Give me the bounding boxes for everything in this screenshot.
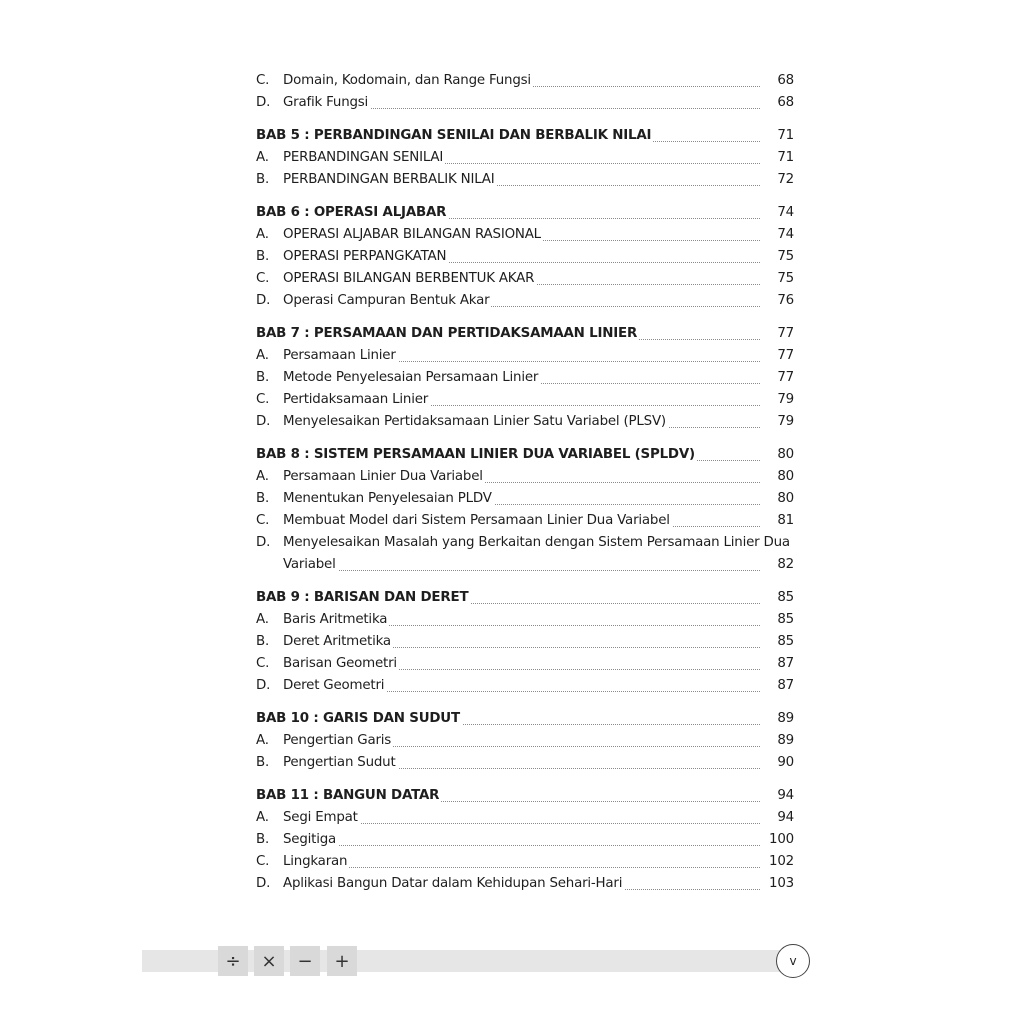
toc-chapter-row xyxy=(256,785,796,807)
toc-entry-row xyxy=(256,169,796,191)
toc-entry-letter: A. xyxy=(256,733,269,748)
toc-entry-title: Menyelesaikan Masalah yang Berkaitan dengan Sistem Persamaan Linier Dua xyxy=(283,535,790,550)
toc-page-number: 100 xyxy=(769,832,794,847)
toc-chapter-title: BAB 5 : PERBANDINGAN SENILAI DAN BERBALIK NILAI xyxy=(256,128,652,143)
toc-page-number: 79 xyxy=(777,414,794,429)
plus-icon: + xyxy=(327,946,357,976)
toc-entry-title: Barisan Geometri xyxy=(283,656,397,671)
toc-entry-row xyxy=(256,631,796,653)
toc-page-number: 74 xyxy=(777,227,794,242)
toc-entry-title: Operasi Campuran Bentuk Akar xyxy=(283,293,490,308)
toc-entry-letter: D. xyxy=(256,95,271,110)
table-of-contents xyxy=(256,70,796,895)
toc-entry-title: Variabel xyxy=(283,557,336,572)
toc-page-number: 87 xyxy=(777,656,794,671)
toc-entry-title: Persamaan Linier xyxy=(283,348,396,363)
toc-entry-letter: C. xyxy=(256,392,270,407)
toc-entry-row xyxy=(256,675,796,697)
toc-chapter-title: BAB 10 : GARIS DAN SUDUT xyxy=(256,711,460,726)
toc-page-number: 75 xyxy=(777,249,794,264)
toc-entry-row xyxy=(256,730,796,752)
toc-chapter-row xyxy=(256,323,796,345)
toc-entry-letter: B. xyxy=(256,491,270,506)
toc-chapter-title: BAB 9 : BARISAN DAN DERET xyxy=(256,590,469,605)
toc-entry-title: Baris Aritmetika xyxy=(283,612,388,627)
toc-entry-letter: D. xyxy=(256,876,271,891)
toc-entry-title: Aplikasi Bangun Datar dalam Kehidupan Sehari-Hari xyxy=(283,876,623,891)
toc-entry-title: Menyelesaikan Pertidaksamaan Linier Satu Variabel (PLSV) xyxy=(283,414,666,429)
toc-entry-title: OPERASI ALJABAR BILANGAN RASIONAL xyxy=(283,227,541,242)
toc-page-number: 77 xyxy=(777,326,794,341)
toc-page-number: 82 xyxy=(777,557,794,572)
toc-entry-row xyxy=(256,290,796,312)
toc-entry-row xyxy=(256,554,796,576)
toc-entry-title: Grafik Fungsi xyxy=(283,95,369,110)
toc-entry-letter: B. xyxy=(256,370,270,385)
toc-page-number: 85 xyxy=(777,634,794,649)
toc-entry-title: Menentukan Penyelesaian PLDV xyxy=(283,491,492,506)
toc-entry-letter: B. xyxy=(256,172,270,187)
toc-entry-title: Lingkaran xyxy=(283,854,348,869)
toc-entry-letter: C. xyxy=(256,271,270,286)
toc-page-number: 80 xyxy=(777,491,794,506)
toc-entry-letter: A. xyxy=(256,348,269,363)
toc-page-number: 77 xyxy=(777,348,794,363)
toc-page-number: 87 xyxy=(777,678,794,693)
toc-entry-title: Deret Geometri xyxy=(283,678,385,693)
toc-entry-title: Pertidaksamaan Linier xyxy=(283,392,429,407)
multiply-icon: × xyxy=(254,946,284,976)
toc-chapter-row xyxy=(256,587,796,609)
toc-entry-row xyxy=(256,345,796,367)
toc-page-number: 103 xyxy=(769,876,794,891)
toc-entry-row xyxy=(256,829,796,851)
toc-page-number: 80 xyxy=(777,447,794,462)
toc-page-number: 75 xyxy=(777,271,794,286)
toc-page-number: 79 xyxy=(777,392,794,407)
toc-page-number: 81 xyxy=(777,513,794,528)
toc-entry-letter: A. xyxy=(256,469,269,484)
toc-page-number: 80 xyxy=(777,469,794,484)
toc-entry-row xyxy=(256,609,796,631)
toc-entry-letter: C. xyxy=(256,73,270,88)
toc-chapter-title: BAB 7 : PERSAMAAN DAN PERTIDAKSAMAAN LINIER xyxy=(256,326,638,341)
toc-entry-title: Domain, Kodomain, dan Range Fungsi xyxy=(283,73,531,88)
page-number: v xyxy=(776,944,810,978)
toc-entry-title: OPERASI BILANGAN BERBENTUK AKAR xyxy=(283,271,535,286)
toc-page-number: 71 xyxy=(777,128,794,143)
toc-entry-letter: A. xyxy=(256,150,269,165)
toc-page-number: 85 xyxy=(777,612,794,627)
toc-entry-letter: B. xyxy=(256,634,270,649)
toc-entry-row xyxy=(256,873,796,895)
toc-entry-row xyxy=(256,367,796,389)
toc-chapter-title: BAB 8 : SISTEM PERSAMAAN LINIER DUA VARIABEL (SPLDV) xyxy=(256,447,695,462)
toc-entry-letter: C. xyxy=(256,854,270,869)
toc-entry-row xyxy=(256,653,796,675)
toc-entry-row xyxy=(256,488,796,510)
toc-entry-title: PERBANDINGAN BERBALIK NILAI xyxy=(283,172,495,187)
toc-entry-title: Pengertian Sudut xyxy=(283,755,396,770)
toc-entry-title: PERBANDINGAN SENILAI xyxy=(283,150,444,165)
toc-page-number: 77 xyxy=(777,370,794,385)
toc-entry-row xyxy=(256,532,796,554)
toc-page-number: 89 xyxy=(777,711,794,726)
toc-page-number: 68 xyxy=(777,73,794,88)
toc-chapter-title: BAB 11 : BANGUN DATAR xyxy=(256,788,440,803)
toc-page-number: 72 xyxy=(777,172,794,187)
toc-chapter-row xyxy=(256,444,796,466)
toc-page-number: 74 xyxy=(777,205,794,220)
toc-entry-letter: C. xyxy=(256,656,270,671)
toc-entry-row xyxy=(256,807,796,829)
toc-page-number: 102 xyxy=(769,854,794,869)
toc-entry-title: Persamaan Linier Dua Variabel xyxy=(283,469,483,484)
toc-entry-row xyxy=(256,224,796,246)
toc-page-number: 90 xyxy=(777,755,794,770)
toc-page-number: 85 xyxy=(777,590,794,605)
dot-leader xyxy=(283,845,760,846)
toc-entry-row xyxy=(256,147,796,169)
toc-entry-letter: D. xyxy=(256,535,271,550)
toc-entry-letter: D. xyxy=(256,293,271,308)
toc-entry-letter: B. xyxy=(256,249,270,264)
toc-page-number: 94 xyxy=(777,788,794,803)
dot-leader xyxy=(283,867,760,868)
toc-entry-title: Segi Empat xyxy=(283,810,358,825)
minus-icon: − xyxy=(290,946,320,976)
toc-entry-row xyxy=(256,411,796,433)
toc-entry-letter: C. xyxy=(256,513,270,528)
toc-entry-row xyxy=(256,851,796,873)
toc-entry-letter: A. xyxy=(256,612,269,627)
toc-entry-title: Membuat Model dari Sistem Persamaan Linier Dua Variabel xyxy=(283,513,670,528)
toc-chapter-title: BAB 6 : OPERASI ALJABAR xyxy=(256,205,447,220)
toc-entry-row xyxy=(256,268,796,290)
toc-chapter-row xyxy=(256,202,796,224)
toc-entry-row xyxy=(256,70,796,92)
toc-entry-row xyxy=(256,466,796,488)
toc-entry-title: Metode Penyelesaian Persamaan Linier xyxy=(283,370,539,385)
toc-chapter-row xyxy=(256,708,796,730)
divide-icon: ÷ xyxy=(218,946,248,976)
toc-entry-title: Pengertian Garis xyxy=(283,733,392,748)
toc-entry-row xyxy=(256,389,796,411)
toc-entry-letter: A. xyxy=(256,810,269,825)
toc-page-number: 71 xyxy=(777,150,794,165)
toc-entry-row xyxy=(256,752,796,774)
toc-entry-title: OPERASI PERPANGKATAN xyxy=(283,249,447,264)
toc-page-number: 89 xyxy=(777,733,794,748)
toc-entry-row xyxy=(256,92,796,114)
toc-page-number: 68 xyxy=(777,95,794,110)
toc-page-number: 94 xyxy=(777,810,794,825)
toc-entry-letter: B. xyxy=(256,832,270,847)
toc-entry-title: Segitiga xyxy=(283,832,337,847)
toc-entry-row xyxy=(256,510,796,532)
toc-chapter-row xyxy=(256,125,796,147)
toc-entry-row xyxy=(256,246,796,268)
toc-entry-letter: D. xyxy=(256,414,271,429)
toc-entry-letter: A. xyxy=(256,227,269,242)
toc-entry-letter: B. xyxy=(256,755,270,770)
dot-leader xyxy=(283,570,760,571)
toc-entry-title: Deret Aritmetika xyxy=(283,634,391,649)
toc-page-number: 76 xyxy=(777,293,794,308)
toc-entry-letter: D. xyxy=(256,678,271,693)
